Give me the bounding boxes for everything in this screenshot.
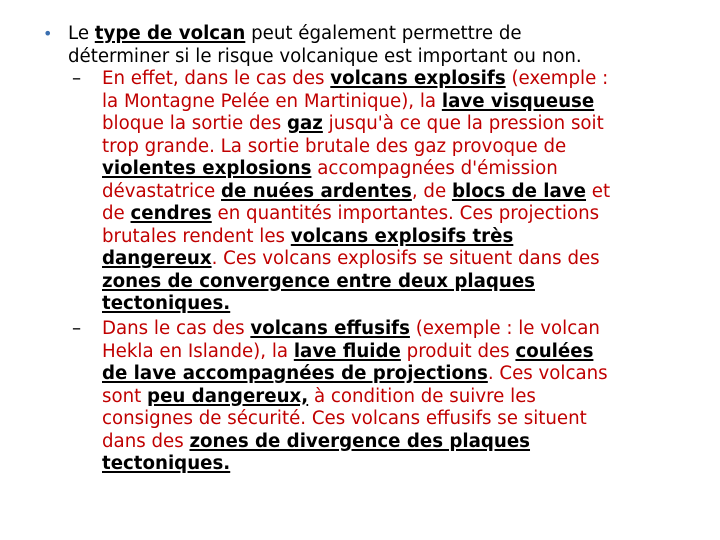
text-line	[102, 158, 692, 181]
highlighted-term: cendres	[130, 203, 212, 224]
text-run: Le	[68, 23, 95, 44]
dash-icon: –	[72, 318, 82, 339]
highlighted-term: volcans explosifs	[330, 68, 506, 89]
text-line	[102, 68, 692, 91]
highlighted-term: coulées	[515, 340, 594, 362]
text-line	[102, 431, 692, 454]
highlighted-term: blocs de lave	[451, 180, 587, 202]
text-line	[102, 271, 692, 294]
highlighted-term: lave fluide	[293, 340, 401, 362]
text-line	[102, 341, 692, 364]
text-run: sont	[102, 385, 148, 407]
highlighted-term: type de volcan	[94, 23, 246, 44]
text-run: bloque la sortie des	[102, 113, 287, 134]
text-line	[68, 23, 698, 46]
text-run: , de	[411, 180, 452, 202]
text-run: jusqu'à ce que la pression soit	[322, 113, 604, 134]
text-run: (exemple :	[505, 68, 609, 89]
text-line	[102, 203, 692, 226]
dash-icon: –	[72, 68, 82, 89]
highlighted-term: gaz	[286, 113, 323, 134]
sub-paragraph-volcans-effusifs	[72, 318, 692, 476]
text-line	[102, 248, 692, 271]
text-run: En effet, dans le cas des	[102, 68, 331, 89]
text-run: en quantités importantes. Ces projections	[211, 203, 600, 224]
text-run: la Montagne Pelée en Martinique), la	[102, 90, 442, 112]
text-line	[102, 293, 692, 316]
text-run: dévastatrice	[102, 180, 222, 202]
text-run: à condition de suivre les	[308, 385, 536, 407]
paragraph-lines	[102, 318, 692, 476]
highlighted-term: tectoniques.	[102, 293, 231, 314]
paragraph-lines	[102, 68, 692, 316]
text-line	[102, 91, 692, 114]
text-line	[102, 386, 692, 409]
text-run: brutales rendent les	[102, 225, 291, 247]
text-run: produit des	[400, 340, 516, 362]
bullet-icon: •	[43, 24, 53, 43]
text-line	[102, 363, 692, 386]
highlighted-term: volcans explosifs très	[290, 225, 514, 247]
highlighted-term: dangereux	[102, 248, 212, 269]
text-run: . Ces volcans	[487, 363, 608, 384]
text-line	[102, 318, 692, 341]
text-run: peut également permettre de	[245, 23, 522, 44]
highlighted-term: tectoniques.	[102, 453, 231, 474]
text-run: (exemple : le volcan	[409, 318, 600, 339]
highlighted-term: de lave accompagnées de projections	[102, 363, 488, 384]
paragraph-lines	[68, 23, 698, 68]
text-run: et	[586, 180, 611, 202]
text-line	[102, 408, 692, 431]
highlighted-term: volcans effusifs	[250, 318, 410, 339]
text-run: consignes de sécurité. Ces volcans effusifs se situent	[102, 408, 587, 429]
highlighted-term: zones de divergence des plaques	[189, 430, 531, 452]
highlighted-term: lave visqueuse	[441, 90, 595, 112]
highlighted-term: violentes explosions	[102, 158, 312, 179]
text-run: de	[102, 203, 131, 224]
text-run: accompagnées d'émission	[311, 158, 558, 179]
text-run: . Ces volcans explosifs se situent dans des	[211, 248, 600, 269]
text-line	[102, 113, 692, 136]
highlighted-term: zones de convergence entre deux plaques	[102, 270, 535, 292]
text-run: dans des	[102, 430, 190, 452]
text-line	[102, 181, 692, 204]
text-line	[102, 136, 692, 159]
text-line	[68, 46, 698, 69]
text-line	[102, 453, 692, 476]
text-run: Dans le cas des	[102, 318, 251, 339]
bullet-paragraph-type-de-volcan	[43, 23, 698, 68]
highlighted-term: de nuées ardentes	[221, 180, 412, 202]
highlighted-term: peu dangereux,	[147, 385, 309, 407]
text-run: trop grande. La sortie brutale des gaz provoque de	[102, 135, 567, 157]
text-line	[102, 226, 692, 249]
sub-paragraph-volcans-explosifs	[72, 68, 692, 316]
text-run: déterminer si le risque volcanique est important ou non.	[68, 45, 582, 67]
text-run: Hekla en Islande), la	[102, 340, 294, 362]
